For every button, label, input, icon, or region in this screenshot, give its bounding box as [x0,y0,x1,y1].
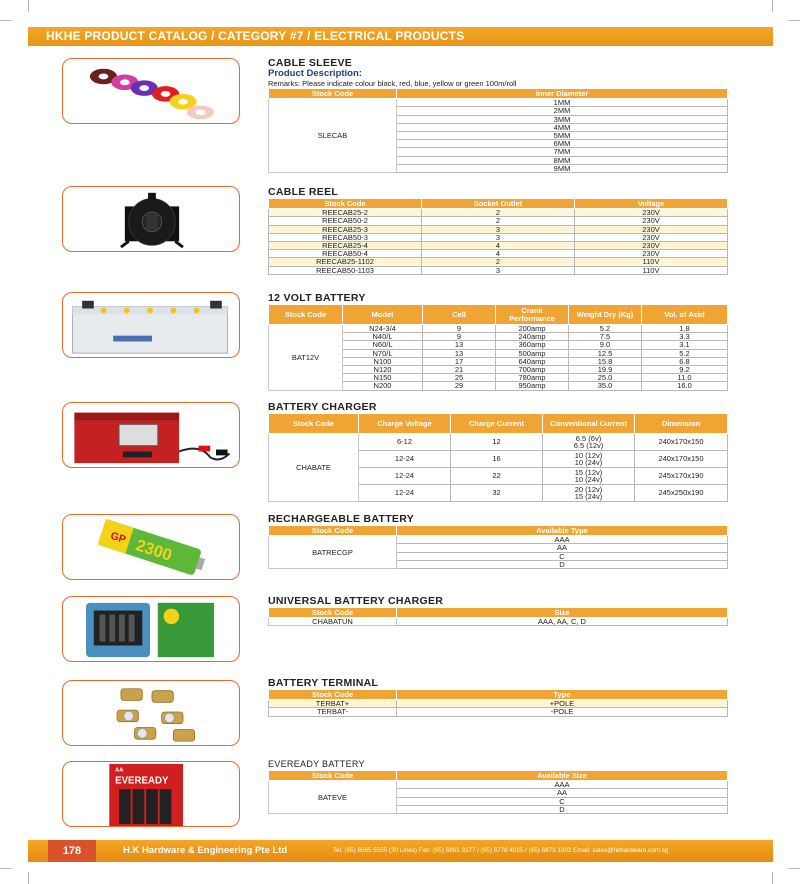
battery-charger-photo [62,402,240,468]
stock-code-cell: REECAB50-4 [269,250,422,258]
column-header: Type [397,690,728,700]
crop-mark [788,20,800,21]
section-title: BATTERY CHARGER [268,401,377,413]
column-header: Stock Code [269,608,397,618]
model-cell: N200 [343,382,423,390]
product-description-label: Product Description: [268,68,362,79]
column-header: Dimension [635,414,728,434]
crank-cell: 240amp [496,333,569,341]
column-header: Conventional Current [543,414,635,434]
size-cell: AA [397,789,728,797]
voltage-cell: 110V [575,258,728,266]
battery-size-label: AA [115,767,124,774]
cell-cell: 9 [423,325,496,333]
acid-cell: 3.1 [642,341,728,349]
model-cell: N40/L [343,333,423,341]
cell-cell: 9 [423,333,496,341]
crank-cell: 360amp [496,341,569,349]
universal-charger-photo [62,596,240,662]
column-header: Stock Code [269,771,397,781]
crank-cell: 780amp [496,374,569,382]
cell-cell: 21 [423,366,496,374]
column-header: Weight Dry (Kg) [569,305,642,325]
column-header: Size [397,608,728,618]
weight-cell: 12.5 [569,349,642,357]
diameter-cell: 5MM [397,132,728,140]
table-row [269,708,728,716]
cell-cell: 29 [423,382,496,390]
column-header: Model [343,305,423,325]
section-title: EVEREADY BATTERY [268,759,365,769]
acid-cell: 9.2 [642,366,728,374]
eveready-logo: EVEREADY [115,775,169,787]
acid-cell: 5.2 [642,349,728,357]
acid-cell: 1.8 [642,325,728,333]
model-cell: N70/L [343,349,423,357]
eveready-section [268,758,728,814]
table-row [269,781,728,789]
crop-mark [28,872,29,884]
stock-code-cell: REECAB50-3 [269,233,422,241]
universal-charger-table [268,607,728,626]
battery-charger-table [268,413,728,502]
column-header: Charge Voltage [359,414,451,434]
crank-cell: 500amp [496,349,569,357]
socket-cell: 4 [422,242,575,250]
crank-cell: 700amp [496,366,569,374]
socket-cell: 3 [422,233,575,241]
column-header: Stock Code [269,305,343,325]
battery-capacity-label: 2300 [133,536,174,565]
column-header: Crank Performance [496,305,569,325]
voltage-cell: 230V [575,250,728,258]
cable-reel-section [268,186,728,275]
cable-reel-table [268,198,728,275]
eveready-table [268,770,728,814]
battery-12v-photo [62,292,240,358]
battery-12v-section [268,292,728,391]
section-title: RECHARGEABLE BATTERY [268,513,415,525]
diameter-cell: 4MM [397,123,728,131]
dimension-cell: 240x170x150 [635,451,728,468]
table-row [269,217,728,225]
voltage-cell: 12-24 [359,468,451,485]
contact-info: Tel: (65) 6565 5555 (30 Lines) Fax: (65) 6861 3377 / (65) 6778 4025 / (65) 6873 1602 Email: sales@hkhardware.com.sg [333,847,669,854]
crank-cell: 640amp [496,357,569,365]
conventional-cell [543,434,635,451]
battery-12v-table [268,304,728,391]
acid-cell: 11.0 [642,374,728,382]
current-cell: 12 [451,434,543,451]
conv-line: 15 (12v) [574,467,603,477]
model-cell: N150 [343,374,423,382]
crop-mark [28,0,29,12]
column-header: Socket Outlet [422,199,575,209]
column-header: Cell [423,305,496,325]
battery-charger-section [268,401,728,502]
diameter-cell: 3MM [397,115,728,123]
stock-code-cell: REECAB25-3 [269,225,422,233]
size-cell: C [397,797,728,805]
acid-cell: 3.3 [642,333,728,341]
voltage-cell: 230V [575,233,728,241]
size-cell: AAA, AA, C, D [397,618,728,626]
page-number: 178 [48,840,96,862]
conv-line: 20 (12v) [574,484,603,494]
voltage-cell: 6-12 [359,434,451,451]
stock-code-cell: TERBAT- [269,708,397,716]
current-cell: 22 [451,468,543,485]
section-title: 12 VOLT BATTERY [268,292,366,304]
battery-terminal-table [268,689,728,717]
dimension-cell: 240x170x150 [635,434,728,451]
table-row [269,434,728,451]
acid-cell: 6.8 [642,357,728,365]
voltage-cell: 110V [575,266,728,274]
socket-cell: 2 [422,258,575,266]
acid-cell: 16.0 [642,382,728,390]
table-row [269,266,728,274]
diameter-cell: 8MM [397,156,728,164]
voltage-cell: 230V [575,209,728,217]
voltage-cell: 12-24 [359,485,451,502]
diameter-cell: 9MM [397,164,728,172]
dimension-cell: 245x250x190 [635,485,728,502]
dimension-cell: 245x170x190 [635,468,728,485]
page-footer [28,840,773,862]
column-header: Inner Diameter [397,89,728,99]
cable-reel-photo [62,186,240,252]
section-title: BATTERY TERMINAL [268,677,379,689]
cable-sleeve-table [268,88,728,173]
cable-sleeve-section [268,57,728,173]
rechargeable-battery-section [268,513,728,569]
column-header: Stock Code [269,526,397,536]
voltage-cell: 12-24 [359,451,451,468]
socket-cell: 3 [422,266,575,274]
cell-cell: 25 [423,374,496,382]
size-cell: AAA [397,781,728,789]
conventional-cell [543,468,635,485]
weight-cell: 19.9 [569,366,642,374]
socket-cell: 2 [422,217,575,225]
crop-mark [788,868,800,869]
stock-code-cell: CHABATUN [269,618,397,626]
model-cell: N120 [343,366,423,374]
crop-mark [0,868,12,869]
weight-cell: 7.5 [569,333,642,341]
stock-code-cell: TERBAT+ [269,700,397,708]
table-row [269,618,728,626]
table-row [269,99,728,107]
conv-line: 6.5 (6v) [575,433,602,443]
type-cell: AA [397,544,728,552]
table-header-row [269,414,728,434]
column-header: Available Size [397,771,728,781]
column-header: Stock Code [269,690,397,700]
crop-mark [772,872,773,884]
crank-cell: 950amp [496,382,569,390]
cell-cell: 13 [423,341,496,349]
universal-charger-section [268,595,728,626]
stock-code-cell: SLECAB [269,99,397,173]
conv-line: 10 (24v) [574,458,603,467]
cell-cell: 17 [423,357,496,365]
type-cell: C [397,552,728,560]
conventional-cell [543,485,635,502]
column-header: Stock Code [269,414,359,434]
current-cell: 32 [451,485,543,502]
voltage-cell: 230V [575,225,728,233]
type-cell: +POLE [397,700,728,708]
stock-code-cell: REECAB25-1102 [269,258,422,266]
page-header: HKHE PRODUCT CATALOG / CATEGORY #7 / ELECTRICAL PRODUCTS [28,27,773,46]
diameter-cell: 7MM [397,148,728,156]
model-cell: N24-3/4 [343,325,423,333]
voltage-cell: 230V [575,242,728,250]
voltage-cell: 230V [575,217,728,225]
crop-mark [0,20,12,21]
column-header: Charge Current [451,414,543,434]
conventional-cell [543,451,635,468]
table-header-row [269,690,728,700]
table-header-row [269,526,728,536]
type-cell: AAA [397,536,728,544]
conv-line: 6.5 (12v) [573,441,604,450]
table-header-row [269,89,728,99]
type-cell: -POLE [397,708,728,716]
table-header-row [269,771,728,781]
weight-cell: 15.8 [569,357,642,365]
column-header: Voltage [575,199,728,209]
cable-sleeve-photo [62,58,240,124]
company-name: H.K Hardware & Engineering Pte Ltd [123,845,288,856]
current-cell: 16 [451,451,543,468]
battery-terminal-section [268,677,728,717]
rechargeable-battery-table [268,525,728,569]
diameter-cell: 6MM [397,140,728,148]
rechargeable-battery-photo [62,514,240,580]
socket-cell: 3 [422,225,575,233]
stock-code-cell: BAT12V [269,325,343,391]
column-header: Stock Code [269,199,422,209]
crop-mark [772,0,773,12]
stock-code-cell: BATEVE [269,781,397,814]
eveready-battery-photo [62,761,240,827]
table-row [269,536,728,544]
column-header: Available Type [397,526,728,536]
model-cell: N60/L [343,341,423,349]
battery-terminal-photo [62,680,240,746]
gp-logo: GP [108,529,128,547]
table-header-row [269,199,728,209]
section-title: UNIVERSAL BATTERY CHARGER [268,595,444,607]
conv-line: 10 (24v) [574,475,603,484]
table-header-row [269,608,728,618]
stock-code-cell: BATRECGP [269,536,397,569]
crank-cell: 200amp [496,325,569,333]
type-cell: D [397,560,728,568]
weight-cell: 5.2 [569,325,642,333]
weight-cell: 35.0 [569,382,642,390]
stock-code-cell: REECAB25-2 [269,209,422,217]
stock-code-cell: REECAB50-1103 [269,266,422,274]
stock-code-cell: REECAB25-4 [269,242,422,250]
diameter-cell: 2MM [397,107,728,115]
socket-cell: 2 [422,209,575,217]
weight-cell: 9.0 [569,341,642,349]
size-cell: D [397,805,728,813]
socket-cell: 4 [422,250,575,258]
table-row [269,258,728,266]
model-cell: N100 [343,357,423,365]
section-title: CABLE REEL [268,186,339,198]
weight-cell: 25.0 [569,374,642,382]
diameter-cell: 1MM [397,99,728,107]
stock-code-cell: REECAB50-2 [269,217,422,225]
table-header-row [269,305,728,325]
table-row [269,325,728,333]
conv-line: 10 (12v) [574,450,603,460]
column-header: Stock Code [269,89,397,99]
section-title: CABLE SLEEVE [268,57,353,69]
conv-line: 15 (24v) [574,492,603,501]
cell-cell: 13 [423,349,496,357]
remarks-text: Remarks: Please indicate colour black, red, blue, yellow or green 100m/roll [268,79,517,88]
stock-code-cell: CHABATE [269,434,359,502]
column-header: Vol. of Acid [642,305,728,325]
